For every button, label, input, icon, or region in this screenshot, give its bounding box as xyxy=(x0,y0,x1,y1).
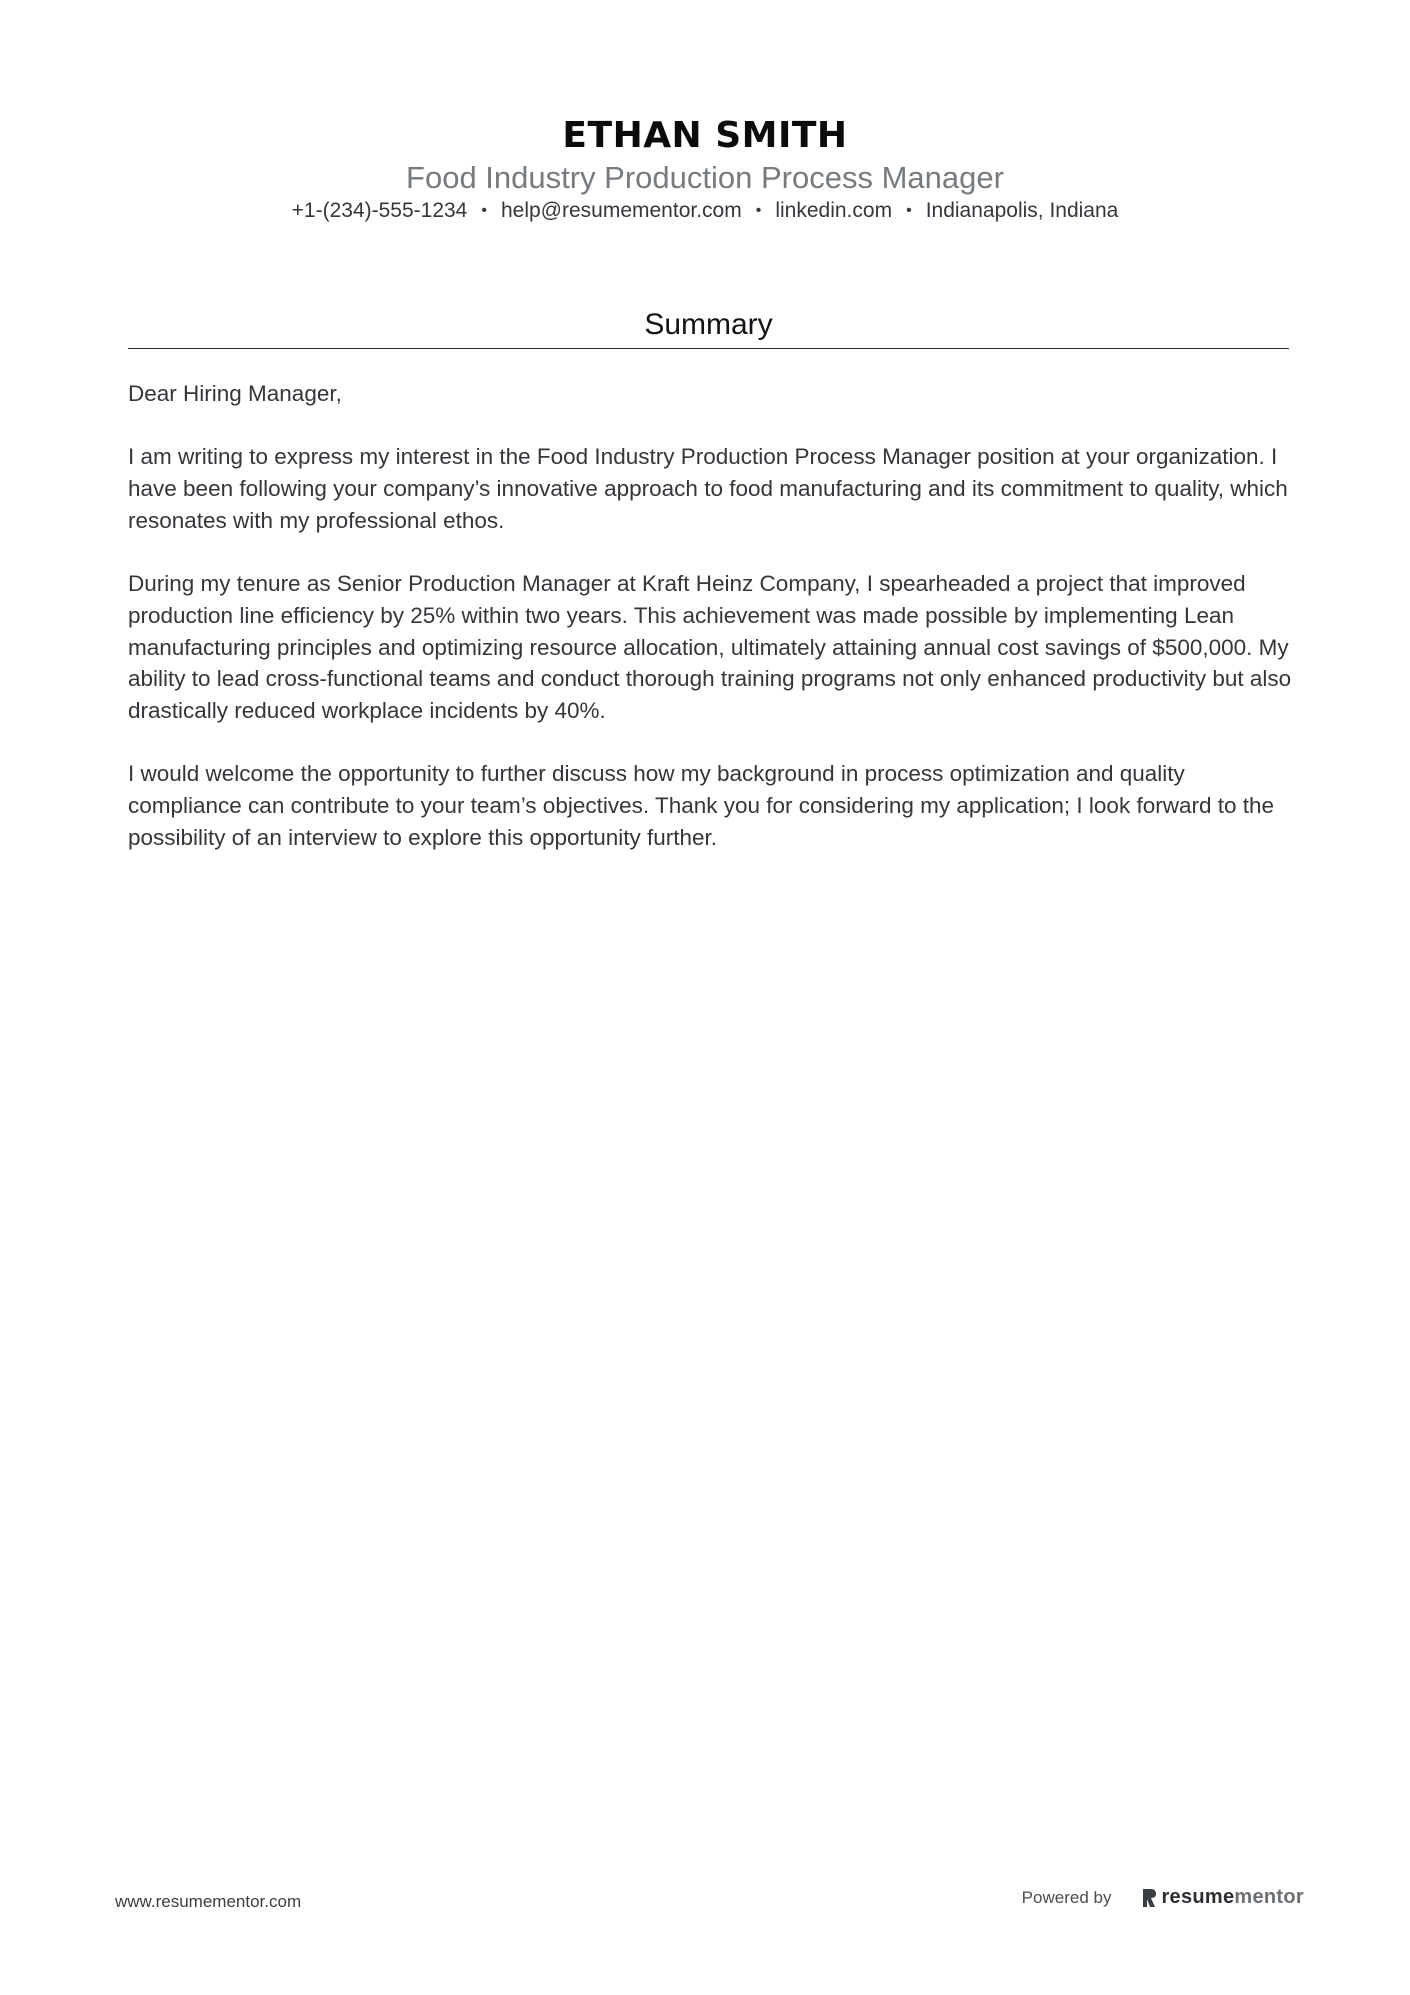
summary-heading: Summary xyxy=(128,302,1289,349)
footer-website-link[interactable]: www.resumementor.com xyxy=(115,1892,302,1911)
job-title: Food Industry Production Process Manager xyxy=(406,160,1004,195)
contact-separator: • xyxy=(755,202,762,219)
candidate-name: ETHAN SMITH xyxy=(562,115,848,156)
contact-separator: • xyxy=(906,202,912,219)
contact-email[interactable]: help@resumementor.com xyxy=(500,199,742,222)
contact-line xyxy=(0,196,1410,228)
footer-branding xyxy=(1022,1886,1304,1909)
brand-logo[interactable] xyxy=(1141,1886,1304,1909)
letter-paragraph: During my tenure as Senior Production Manager at Kraft Heinz Company, I spearheaded a project that improved production line efficiency by 25% within two years. This achievement was made possible by implementing Lean manufacturing principles and optimizing resource allocation, ultimately attaining annual cost savings of $500,000. My ability to lead cross-functional teams and conduct thorough training programs not only enhanced productivity but also drastically reduced workplace incidents by 40%. xyxy=(128,571,1292,723)
letter-salutation: Dear Hiring Manager, xyxy=(128,381,342,406)
cover-letter-body xyxy=(128,378,1293,885)
letter-paragraph: I am writing to express my interest in the Food Industry Production Process Manager position at your organization. I have been following your company’s innovative approach to food manufacturing and its commitment to quality, which resonates with my professional ethos. xyxy=(128,444,1288,533)
brand-name-strong: resume xyxy=(1161,1886,1235,1908)
contact-location: Indianapolis, Indiana xyxy=(925,199,1119,222)
resumementor-logo-icon xyxy=(1141,1887,1157,1909)
resume-header xyxy=(0,110,1410,228)
powered-by-label: Powered by xyxy=(1021,1887,1112,1907)
contact-separator: • xyxy=(481,202,487,219)
contact-linkedin[interactable]: linkedin.com xyxy=(775,199,893,222)
contact-phone: +1-(234)-555-1234 xyxy=(291,199,468,222)
brand-name-light: mentor xyxy=(1234,1886,1304,1908)
letter-paragraph: I would welcome the opportunity to further discuss how my background in process optimization and quality compliance can contribute to your team’s objectives. Thank you for considering my application; I look forward to the possibility of an interview to explore this opportunity further. xyxy=(128,761,1275,850)
